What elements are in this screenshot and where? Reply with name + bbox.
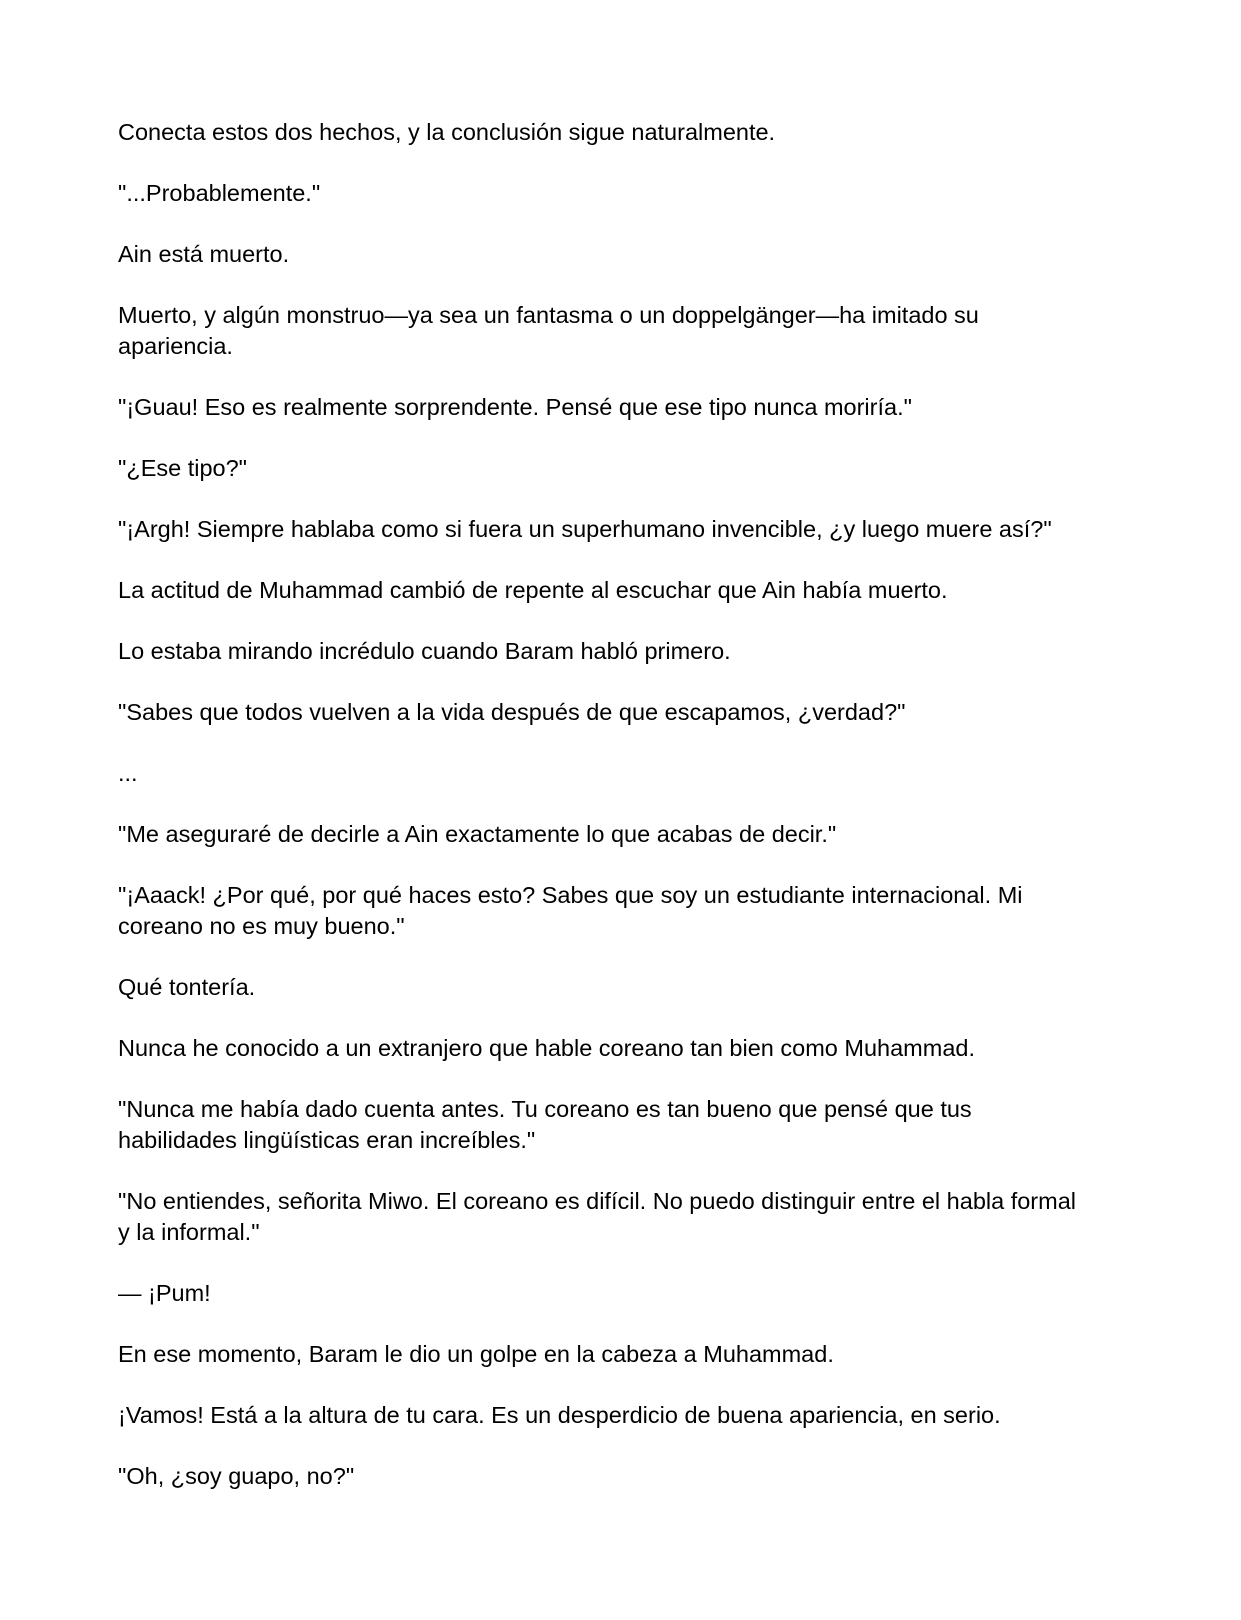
paragraph: Qué tontería. [118,974,256,1000]
paragraph: La actitud de Muhammad cambió de repente al escuchar que Ain había muerto. [118,577,948,603]
paragraph: Conecta estos dos hechos, y la conclusión sigue naturalmente. [118,119,776,145]
paragraph: "¡Aaack! ¿Por qué, por qué haces esto? Sabes que soy un estudiante internacional. Mi coreano no es muy bueno." [118,882,1023,939]
paragraph: Lo estaba mirando incrédulo cuando Baram habló primero. [118,638,731,664]
paragraph: Ain está muerto. [118,241,290,267]
paragraph: Nunca he conocido a un extranjero que hable coreano tan bien como Muhammad. [118,1035,975,1061]
paragraph: "Me aseguraré de decirle a Ain exactamente lo que acabas de decir." [118,821,837,847]
paragraph: "...Probablemente." [118,180,321,206]
paragraph: "Sabes que todos vuelven a la vida después de que escapamos, ¿verdad?" [118,699,906,725]
paragraph: "Nunca me había dado cuenta antes. Tu coreano es tan bueno que pensé que tus habilidades lingüísticas eran increíbles." [118,1096,972,1153]
paragraph: "¡Guau! Eso es realmente sorprendente. Pensé que ese tipo nunca moriría." [118,394,912,420]
paragraph: "¿Ese tipo?" [118,455,248,481]
paragraph: En ese momento, Baram le dio un golpe en la cabeza a Muhammad. [118,1341,834,1367]
paragraph: ... [118,760,138,786]
paragraph: ¡Vamos! Está a la altura de tu cara. Es un desperdicio de buena apariencia, en serio. [118,1402,1001,1428]
paragraph: "No entiendes, señorita Miwo. El coreano es difícil. No puedo distinguir entre el habla formal y la informal." [118,1188,1076,1245]
paragraph: — ¡Pum! [118,1280,211,1306]
paragraph: Muerto, y algún monstruo—ya sea un fantasma o un doppelgänger—ha imitado su apariencia. [118,302,979,359]
paragraph: "Oh, ¿soy guapo, no?" [118,1463,355,1489]
paragraph: "¡Argh! Siempre hablaba como si fuera un superhumano invencible, ¿y luego muere así?" [118,516,1052,542]
